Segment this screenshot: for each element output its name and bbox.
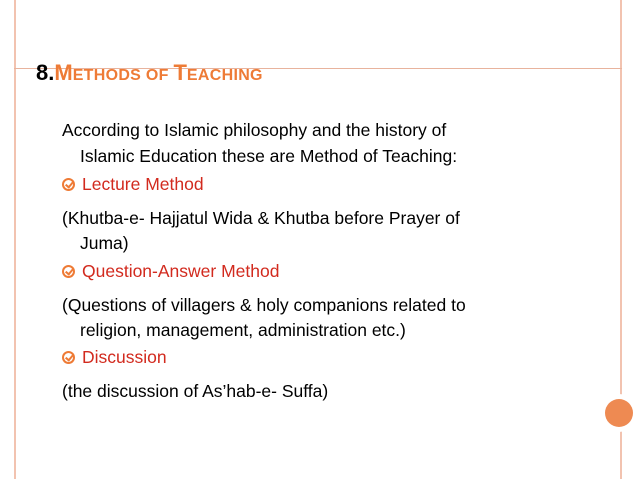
intro-line-2: Islamic Education these are Method of Teaching: bbox=[80, 146, 458, 166]
question-answer-note-line-1: (Questions of villagers & holy companions related to bbox=[62, 295, 466, 315]
lecture-note-line-2: Juma) bbox=[80, 233, 129, 253]
slide-title bbox=[36, 62, 263, 84]
lecture-note-line-1: (Khutba-e- Hajjatul Wida & Khutba before Prayer of bbox=[62, 208, 460, 228]
bullet-label: Discussion bbox=[82, 347, 167, 367]
discussion-note-line-1: (the discussion of As’hab-e- Suffa) bbox=[62, 381, 329, 401]
bullet-label: Lecture Method bbox=[82, 174, 204, 194]
title-initial-t: T bbox=[173, 60, 187, 85]
title-number: 8. bbox=[36, 60, 55, 85]
question-answer-note-line-2: religion, management, administration etc.) bbox=[80, 320, 406, 340]
check-circle-icon bbox=[62, 265, 75, 278]
intro-line-1: According to Islamic philosophy and the history of bbox=[62, 120, 447, 140]
title-rest-1: ETHODS OF bbox=[72, 67, 174, 84]
title-rest-2: EACHING bbox=[186, 67, 263, 84]
check-circle-icon bbox=[62, 178, 75, 191]
title-initial-m: M bbox=[54, 60, 73, 85]
bullet-item-discussion bbox=[62, 349, 167, 367]
left-border-line bbox=[14, 0, 16, 479]
check-circle-icon bbox=[62, 351, 75, 364]
bullet-label: Question-Answer Method bbox=[82, 261, 280, 281]
bullet-item-lecture bbox=[62, 176, 204, 194]
decorative-orange-dot bbox=[605, 399, 633, 427]
bullet-item-question-answer bbox=[62, 263, 279, 281]
